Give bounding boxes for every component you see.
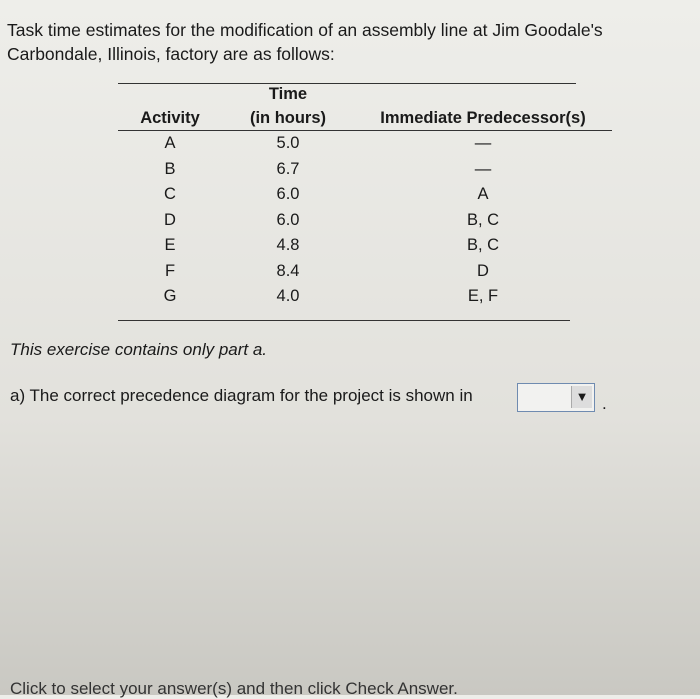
table-bottom-rule	[118, 320, 570, 321]
time-cell: 6.7	[276, 159, 300, 178]
predecessor-cell: B, C	[466, 210, 500, 229]
activity-cell: A	[164, 134, 176, 152]
table-row	[118, 131, 612, 157]
answer-dropdown[interactable]	[517, 383, 595, 412]
time-cell: 6.0	[276, 185, 300, 203]
predecessor-cell: —	[474, 159, 492, 178]
table-row	[118, 259, 612, 285]
time-cell: 8.4	[276, 261, 300, 280]
predecessor-cell: B, C	[466, 236, 500, 254]
problem-intro: Task time estimates for the modification of an assembly line at Jim Goodale's Carbondale, Illinois, factory are as follows:	[7, 20, 603, 64]
activity-cell: D	[164, 210, 176, 229]
activity-cell: G	[163, 287, 177, 305]
task-table	[118, 82, 612, 310]
footer-instruction: Click to select your answer(s) and then click Check Answer.	[10, 679, 458, 698]
header-time: Time	[268, 85, 308, 103]
header-activity: Activity	[118, 106, 222, 131]
time-cell: 5.0	[276, 134, 300, 152]
activity-cell: F	[164, 261, 176, 280]
exercise-note: This exercise contains only part a.	[10, 340, 268, 359]
activity-cell: C	[164, 185, 176, 203]
time-cell: 6.0	[276, 210, 300, 229]
table-row	[118, 284, 612, 310]
header-predecessors: Immediate Predecessor(s)	[354, 106, 612, 131]
predecessor-cell: A	[477, 185, 489, 203]
question-text: a) The correct precedence diagram for the project is shown in	[10, 386, 473, 405]
table-row	[118, 233, 612, 259]
table-row	[118, 157, 612, 183]
predecessor-cell: —	[474, 134, 492, 152]
time-cell: 4.8	[276, 236, 300, 254]
header-time-unit: (in hours)	[222, 106, 354, 131]
activity-cell: E	[164, 236, 176, 254]
predecessor-cell: D	[477, 261, 489, 280]
period: .	[602, 394, 607, 413]
dropdown-arrow-icon[interactable]: ▼	[571, 386, 592, 408]
table-row	[118, 208, 612, 234]
table-row	[118, 182, 612, 208]
predecessor-cell: E, F	[467, 287, 499, 305]
activity-cell: B	[164, 159, 176, 178]
time-cell: 4.0	[276, 287, 300, 305]
